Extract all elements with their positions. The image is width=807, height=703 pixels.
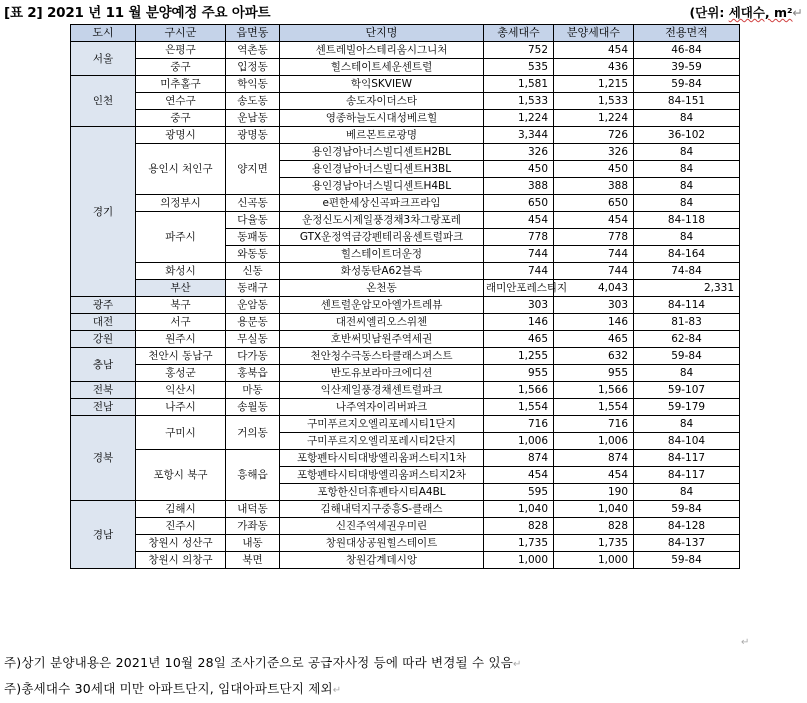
cell-total-units: 1,040 <box>484 501 554 518</box>
cell-sale-units: 303 <box>554 297 634 314</box>
cell-sale-units: 388 <box>554 178 634 195</box>
table-row <box>71 212 740 229</box>
cell-complex: 구미푸르지오엘리포레시티2단지 <box>280 433 484 450</box>
cell-district: 익산시 <box>136 382 226 399</box>
cell-district: 서구 <box>136 314 226 331</box>
cell-area: 84 <box>634 229 740 246</box>
table-row <box>71 348 740 365</box>
note-2 <box>4 677 522 703</box>
cell-area: 59-84 <box>634 501 740 518</box>
table-row <box>71 314 740 331</box>
cell-town: 역촌동 <box>226 42 280 59</box>
cell-sale-units: 454 <box>554 42 634 59</box>
cell-complex: 나주역자이리버파크 <box>280 399 484 416</box>
cell-total-units: 1,006 <box>484 433 554 450</box>
header-total-units: 총세대수 <box>484 25 554 42</box>
cell-sale-units: 454 <box>554 467 634 484</box>
cell-complex: 베르몬트로광명 <box>280 127 484 144</box>
cell-total-units: 1,000 <box>484 552 554 569</box>
paragraph-mark-icon: ↵ <box>513 659 522 670</box>
table-row <box>71 518 740 535</box>
cell-sale-units: 1,000 <box>554 552 634 569</box>
cell-area: 84 <box>634 416 740 433</box>
cell-city: 경북 <box>71 416 136 501</box>
cell-city: 전북 <box>71 382 136 399</box>
cell-district: 화성시 <box>136 263 226 280</box>
cell-sale-units: 1,215 <box>554 76 634 93</box>
cell-town: 내동 <box>226 535 280 552</box>
cell-town: 와동동 <box>226 246 280 263</box>
cell-city: 경남 <box>71 501 136 569</box>
cell-area: 46-84 <box>634 42 740 59</box>
cell-district: 미추홀구 <box>136 76 226 93</box>
unit-label <box>689 3 803 21</box>
cell-district: 광명시 <box>136 127 226 144</box>
cell-complex: 포항한신더휴펜타시티A4BL <box>280 484 484 501</box>
cell-town: 동패동 <box>226 229 280 246</box>
cell-area: 84-128 <box>634 518 740 535</box>
cell-complex: 용인경남아너스빌디센트H3BL <box>280 161 484 178</box>
cell-town: 홍북읍 <box>226 365 280 382</box>
cell-district: 진주시 <box>136 518 226 535</box>
cell-total-units: 744 <box>484 263 554 280</box>
table-row <box>71 93 740 110</box>
cell-complex: 창원대상공원힐스테이트 <box>280 535 484 552</box>
cell-town: 다율동 <box>226 212 280 229</box>
cell-complex: 호반써밋남원주역세권 <box>280 331 484 348</box>
cell-sale-units: 1,040 <box>554 501 634 518</box>
cell-complex: 힐스테이트세운센트럴 <box>280 59 484 76</box>
cell-district: 중구 <box>136 110 226 127</box>
paragraph-mark-icon: ↵ <box>792 5 803 20</box>
header-complex: 단지명 <box>280 25 484 42</box>
cell-district: 의정부시 <box>136 195 226 212</box>
cell-total-units: 874 <box>484 450 554 467</box>
cell-district: 북구 <box>136 297 226 314</box>
cell-area: 84 <box>634 110 740 127</box>
cell-district: 창원시 의창구 <box>136 552 226 569</box>
cell-complex: GTX운정역금강펜테리움센트럴파크 <box>280 229 484 246</box>
cell-complex: 용인경남아너스빌디센트H4BL <box>280 178 484 195</box>
table-row <box>71 110 740 127</box>
cell-area: 39-59 <box>634 59 740 76</box>
cell-town: 온천동 <box>280 280 484 297</box>
cell-district: 천안시 동남구 <box>136 348 226 365</box>
cell-complex: 학익SKVIEW <box>280 76 484 93</box>
cell-sale-units: 454 <box>554 212 634 229</box>
cell-complex: 운정신도시제일풍경채3차그랑포레 <box>280 212 484 229</box>
cell-area: 84-164 <box>634 246 740 263</box>
cell-sale-units: 650 <box>554 195 634 212</box>
cell-city: 전남 <box>71 399 136 416</box>
cell-total-units: 303 <box>484 297 554 314</box>
cell-area: 84 <box>634 178 740 195</box>
cell-total-units: 955 <box>484 365 554 382</box>
cell-town: 무실동 <box>226 331 280 348</box>
cell-city: 서울 <box>71 42 136 76</box>
cell-total-units: 778 <box>484 229 554 246</box>
cell-complex: 용인경남아너스빌디센트H2BL <box>280 144 484 161</box>
cell-complex: 센트럴운암모아엘가트레뷰 <box>280 297 484 314</box>
cell-sale-units: 632 <box>554 348 634 365</box>
cell-district: 용인시 처인구 <box>136 144 226 195</box>
cell-city: 대전 <box>71 314 136 331</box>
cell-city: 인천 <box>71 76 136 127</box>
cell-sale-units: 778 <box>554 229 634 246</box>
cell-total-units: 1,224 <box>484 110 554 127</box>
cell-complex: 반도유보라마크에디션 <box>280 365 484 382</box>
cell-town: 운암동 <box>226 297 280 314</box>
header-district: 구시군 <box>136 25 226 42</box>
cell-sale-units: 726 <box>554 127 634 144</box>
cell-complex: 창원감계데시앙 <box>280 552 484 569</box>
cell-total-units: 454 <box>484 467 554 484</box>
cell-complex: 신진주역세권우미린 <box>280 518 484 535</box>
table-row <box>71 263 740 280</box>
table-end-mark: ↵ <box>741 637 750 648</box>
cell-town: 가좌동 <box>226 518 280 535</box>
table-row <box>71 59 740 76</box>
table-row <box>71 535 740 552</box>
unit-prefix: (단위: <box>689 5 729 20</box>
table-row <box>71 144 740 161</box>
cell-sale-units: 326 <box>554 144 634 161</box>
table-row <box>71 552 740 569</box>
cell-area: 84-151 <box>634 93 740 110</box>
cell-total-units: 450 <box>484 161 554 178</box>
header-area: 전용면적 <box>634 25 740 42</box>
cell-city: 경기 <box>71 127 136 297</box>
cell-total-units: 1,581 <box>484 76 554 93</box>
table-row <box>71 76 740 93</box>
cell-total-units: 3,344 <box>484 127 554 144</box>
table-row <box>71 501 740 518</box>
table-body <box>71 42 740 569</box>
cell-district: 파주시 <box>136 212 226 263</box>
cell-sale-units: 744 <box>554 263 634 280</box>
cell-total-units: 388 <box>484 178 554 195</box>
cell-town: 북면 <box>226 552 280 569</box>
cell-area: 84-118 <box>634 212 740 229</box>
cell-area: 59-84 <box>634 348 740 365</box>
cell-town: 신동 <box>226 263 280 280</box>
cell-city: 충남 <box>71 348 136 382</box>
table-row <box>71 127 740 144</box>
cell-total-units: 650 <box>484 195 554 212</box>
cell-area: 84 <box>634 144 740 161</box>
table-row <box>71 42 740 59</box>
cell-district: 포항시 북구 <box>136 450 226 501</box>
cell-total-units: 465 <box>484 331 554 348</box>
cell-area: 84 <box>634 365 740 382</box>
cell-complex: 천안청수극동스타클래스퍼스트 <box>280 348 484 365</box>
cell-complex: 포항펜타시티대방엘리움퍼스티지2차 <box>280 467 484 484</box>
cell-district: 구미시 <box>136 416 226 450</box>
cell-district: 홍성군 <box>136 365 226 382</box>
apartment-table <box>70 24 740 569</box>
cell-total-units: 1,554 <box>484 399 554 416</box>
cell-total-units: 1,255 <box>484 348 554 365</box>
cell-area: 84 <box>634 161 740 178</box>
cell-sale-units: 1,006 <box>554 433 634 450</box>
notes <box>4 651 522 703</box>
cell-complex: 힐스테이트더운정 <box>280 246 484 263</box>
cell-sale-units: 1,554 <box>554 399 634 416</box>
cell-town: 거의동 <box>226 416 280 450</box>
cell-area: 84-137 <box>634 535 740 552</box>
cell-town: 다가동 <box>226 348 280 365</box>
cell-complex: 영종하늘도시대성베르힐 <box>280 110 484 127</box>
unit-text: 세대수, m² <box>728 5 793 20</box>
cell-district: 중구 <box>136 59 226 76</box>
cell-complex: 익산제일풍경채센트럴파크 <box>280 382 484 399</box>
cell-town: 양지면 <box>226 144 280 195</box>
note-1-text: 주)상기 분양내용은 2021년 10월 28일 조사기준으로 공급자사정 등에 따라 변경될 수 있음 <box>4 655 514 670</box>
header-sale-units: 분양세대수 <box>554 25 634 42</box>
cell-area: 84 <box>634 484 740 501</box>
table-row <box>71 450 740 467</box>
cell-sale-units: 955 <box>554 365 634 382</box>
cell-sale-units: 146 <box>554 314 634 331</box>
table-row <box>71 416 740 433</box>
cell-area: 84 <box>634 195 740 212</box>
cell-area: 74-84 <box>634 263 740 280</box>
cell-town: 내덕동 <box>226 501 280 518</box>
cell-total-units: 1,533 <box>484 93 554 110</box>
cell-complex: 래미안포레스티지 <box>484 280 554 297</box>
cell-district: 은평구 <box>136 42 226 59</box>
table-row <box>71 280 740 297</box>
cell-sale-units: 465 <box>554 331 634 348</box>
cell-area: 62-84 <box>634 331 740 348</box>
cell-sale-units: 1,533 <box>554 93 634 110</box>
cell-total-units: 716 <box>484 416 554 433</box>
cell-sale-units: 744 <box>554 246 634 263</box>
cell-sale-units: 450 <box>554 161 634 178</box>
table-row <box>71 399 740 416</box>
cell-sale-units: 1,224 <box>554 110 634 127</box>
cell-total-units: 1,566 <box>484 382 554 399</box>
cell-area: 59-84 <box>634 76 740 93</box>
note-2-text: 주)총세대수 30세대 미만 아파트단지, 임대아파트단지 제외 <box>4 681 333 696</box>
cell-sale-units: 828 <box>554 518 634 535</box>
table-row <box>71 365 740 382</box>
cell-complex: 화성동탄A62블록 <box>280 263 484 280</box>
cell-sale-units: 1,566 <box>554 382 634 399</box>
cell-total-units: 595 <box>484 484 554 501</box>
cell-sale-units: 716 <box>554 416 634 433</box>
cell-sale-units: 190 <box>554 484 634 501</box>
cell-city: 강원 <box>71 331 136 348</box>
cell-total-units: 146 <box>484 314 554 331</box>
cell-complex: 대전씨엘리오스위첸 <box>280 314 484 331</box>
cell-town: 입정동 <box>226 59 280 76</box>
cell-area: 81-83 <box>634 314 740 331</box>
table-row <box>71 297 740 314</box>
header-row <box>71 25 740 42</box>
cell-area: 84-114 <box>634 297 740 314</box>
cell-total-units: 326 <box>484 144 554 161</box>
cell-area: 59-179 <box>634 399 740 416</box>
cell-total-units: 454 <box>484 212 554 229</box>
cell-city: 광주 <box>71 297 136 314</box>
cell-sale-units: 874 <box>554 450 634 467</box>
header-town: 읍면동 <box>226 25 280 42</box>
cell-town: 흥해읍 <box>226 450 280 501</box>
table-row <box>71 331 740 348</box>
cell-town: 용문동 <box>226 314 280 331</box>
cell-total-units: 828 <box>484 518 554 535</box>
paragraph-mark-icon: ↵ <box>332 685 342 696</box>
cell-total-units: 535 <box>484 59 554 76</box>
cell-sale-units: 436 <box>554 59 634 76</box>
cell-area: 36-102 <box>634 127 740 144</box>
cell-total-units: 744 <box>484 246 554 263</box>
cell-district: 동래구 <box>226 280 280 297</box>
cell-complex: 구미푸르지오엘리포레시티1단지 <box>280 416 484 433</box>
cell-sale-units: 1,735 <box>554 535 634 552</box>
cell-area: 84-117 <box>634 450 740 467</box>
cell-complex: 센트레빌아스테리움시그니처 <box>280 42 484 59</box>
cell-town: 마동 <box>226 382 280 399</box>
cell-district: 나주시 <box>136 399 226 416</box>
note-1 <box>4 651 522 677</box>
cell-total-units: 1,735 <box>484 535 554 552</box>
cell-total-units: 752 <box>484 42 554 59</box>
cell-town: 송도동 <box>226 93 280 110</box>
table-row <box>71 195 740 212</box>
cell-complex: e편한세상신곡파크프라임 <box>280 195 484 212</box>
cell-district: 김해시 <box>136 501 226 518</box>
cell-town: 광명동 <box>226 127 280 144</box>
table-title: [표 2] 2021 년 11 월 분양예정 주요 아파트 <box>4 5 271 21</box>
cell-area: 59-107 <box>634 382 740 399</box>
cell-district: 연수구 <box>136 93 226 110</box>
cell-area: 84-117 <box>634 467 740 484</box>
cell-area: 59-84 <box>634 552 740 569</box>
cell-district: 창원시 성산구 <box>136 535 226 552</box>
cell-complex: 김해내덕지구중흥S-클래스 <box>280 501 484 518</box>
cell-city: 부산 <box>136 280 226 297</box>
cell-sale-units: 2,331 <box>634 280 740 297</box>
cell-town: 송월동 <box>226 399 280 416</box>
header-city: 도시 <box>71 25 136 42</box>
cell-area: 84-104 <box>634 433 740 450</box>
cell-town: 신곡동 <box>226 195 280 212</box>
cell-complex: 송도자이더스타 <box>280 93 484 110</box>
cell-complex: 포항펜타시티대방엘리움퍼스티지1차 <box>280 450 484 467</box>
table-row <box>71 382 740 399</box>
cell-total-units: 4,043 <box>554 280 634 297</box>
cell-town: 운남동 <box>226 110 280 127</box>
cell-district: 원주시 <box>136 331 226 348</box>
cell-town: 학익동 <box>226 76 280 93</box>
